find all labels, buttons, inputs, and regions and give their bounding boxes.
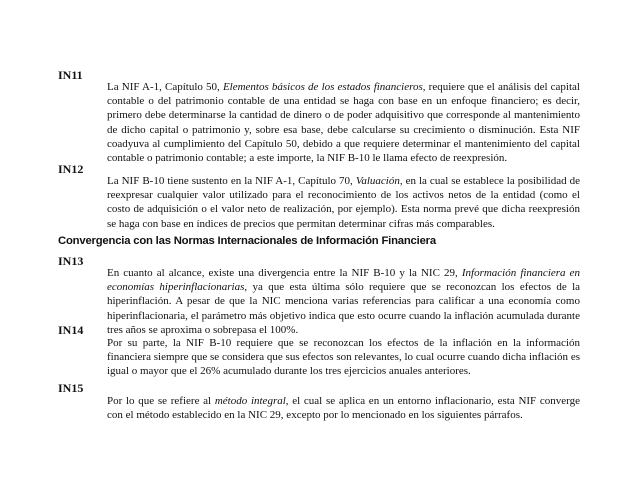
text-run: , ya que esta última sólo requiere que se reconozcan los efectos de la hiperinflación. A pesar de que la NIC menciona varias referencias para calificar a una economía como hiperinflacionaria, el parámetro más objetivo indica que esto ocurre cuando la inflación acumulada durante tres años se aproxima o sobrepasa el 100%.: [107, 281, 581, 336]
italic-title: Elementos básicos de los estados financieros: [222, 81, 423, 93]
text-run: La NIF A-1, Capítulo 50,: [107, 81, 223, 93]
paragraph-in12: [107, 174, 580, 231]
section-label-in12: IN12: [58, 162, 84, 176]
section-label-in13: IN13: [58, 254, 84, 268]
text-run: Por lo que se refiere al: [107, 395, 215, 407]
paragraph-in15: [107, 394, 580, 422]
section-heading: Convergencia con las Normas Internacionales de Información Financiera: [58, 235, 436, 247]
italic-title: Valuación: [355, 175, 400, 187]
paragraph-in14: [107, 336, 580, 379]
text-run: , el cual se aplica en un entorno inflacionario, esta NIF converge con el método establecido en la NIC 29, excepto por lo mencionado en los siguientes párrafos.: [107, 395, 580, 422]
text-run: La NIF B-10 tiene sustento en la NIF A-1, Capítulo 70,: [107, 175, 356, 187]
italic-title: Información financiera en economías hiperinflacionarias: [107, 267, 581, 294]
section-label-in14: IN14: [58, 323, 84, 337]
text-run: En cuanto al alcance, existe una divergencia entre la NIF B-10 y la NIC 29,: [107, 267, 462, 279]
paragraph-in11: [107, 80, 580, 165]
italic-title: método integral: [214, 395, 286, 407]
section-label-in11: IN11: [58, 68, 83, 82]
text-run: , requiere que el análisis del capital contable o del patrimonio contable de una entidad se haga con base en un enfoque financiero; es decir, primero debe determinarse la cantidad de dinero o de poder adquisitivo que corresponde al mantenimiento de dicho capital o patrimonio y, sobre esa base, debe calcularse su crecimiento o disminución. Esta NIF coadyuva al cumplimiento del Capítulo 50, debido a que requiere determinar el mantenimiento del capital contable o patrimonio contable; a este importe, la NIF B-10 le llama efecto de reexpresión.: [107, 81, 580, 165]
text-run: Por su parte, la NIF B-10 requiere que se reconozcan los efectos de la inflación en la información financiera siempre que se considera que sus efectos son relevantes, lo cual ocurre cuando dicha inflación es igual o mayor que el 26% acumulado durante los tres ejercicios anuales anteriores.: [107, 337, 580, 378]
section-label-in15: IN15: [58, 381, 84, 395]
paragraph-in13: [107, 266, 580, 337]
text-run: , en la cual se establece la posibilidad de reexpresar cualquier valor utilizado para el reconocimiento de los activos netos de la entidad (como el costo de adquisición o el valor neto de realización, por ejemplo). Esta norma prevé que dicha reexpresión se haga con base en índices de precios que permitan determinar cifras más comparables.: [107, 175, 580, 230]
